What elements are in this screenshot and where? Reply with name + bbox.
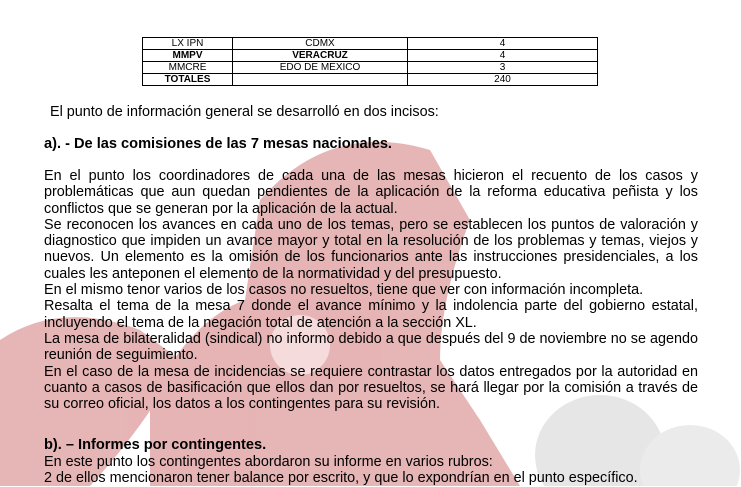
table-cell-count: 4 [408,38,598,50]
body-line: En el punto los coordinadores de cada una de las mesas hicieron el recuento de los casos y [44,168,698,184]
body-line: incluyendo el tema de la negación total de atención a la sección XL. [44,314,477,331]
table-cell-name: MMPV [143,50,233,62]
body-line: nuevos. Un elemento es la omisión de los funcionarios ante las instrucciones presidenciales, a los [44,249,698,266]
table-cell-location: CDMX [233,38,408,50]
table-row [143,50,598,62]
section-a-heading: a). - De las comisiones de las 7 mesas nacionales. [44,136,392,152]
body-line: Se reconocen los avances en cada uno de los temas, pero se establecen los puntos de valoración y [44,216,698,233]
table-cell-count: 3 [408,62,598,74]
table-cell-count: 240 [408,74,598,86]
body-line: su correo oficial, los datos a los contingentes para su revisión. [44,396,440,413]
body-line: En este punto los contingentes abordaron su informe en varios rubros: [44,454,493,470]
table-cell-location: EDO DE MEXICO [233,62,408,74]
body-line: problemáticas que aun quedan pendientes de la aplicación de la reforma educativa peñista y los [44,184,698,201]
section-b-heading: b). – Informes por contingentes. [44,437,267,453]
body-line: En el mismo tenor varios de los casos no resueltos, tiene que ver con información incompleta. [44,282,644,299]
body-line: conflictos que se generan por la aplicación de la actual. [44,200,398,217]
table-cell-location: VERACRUZ [233,50,408,62]
table-row [143,38,598,50]
table-row [143,62,598,74]
section-b-body [44,454,698,487]
table-cell-location [233,74,408,86]
body-line: diagnostico que impiden un avance mayor y total en la resolución de los problemas y temas, viejos y [44,233,698,250]
table-cell-name: MMCRE [143,62,233,74]
intro-paragraph: El punto de información general se desarrolló en dos incisos: [50,104,439,120]
contingents-table [142,37,598,86]
table-cell-count: 4 [408,50,598,62]
table-cell-name: TOTALES [143,74,233,86]
body-line: Resalta el tema de la mesa 7 donde el avance mínimo y la indolencia parte del gobierno estatal, [44,298,698,315]
body-line: cuales les anteponen el elemento de la normatividad y del presupuesto. [44,265,502,282]
body-line: La mesa de bilateralidad (sindical) no informo debido a que después del 9 de noviembre no se agendo [44,330,698,347]
body-line: cuanto a casos de basificación que ellos dan por resueltos, se hará llegar por la comisión a través de [44,379,698,396]
body-line: reunión de seguimiento. [44,347,198,364]
table-row [143,74,598,86]
section-a-body [44,168,698,412]
body-line: En el caso de la mesa de incidencias se requiere contrastar los datos entregados por la autoridad en [44,363,698,380]
body-line: 2 de ellos mencionaron tener balance por escrito, y que lo expondrían en el punto específico. [44,470,638,487]
table-cell-name: LX IPN [143,38,233,50]
